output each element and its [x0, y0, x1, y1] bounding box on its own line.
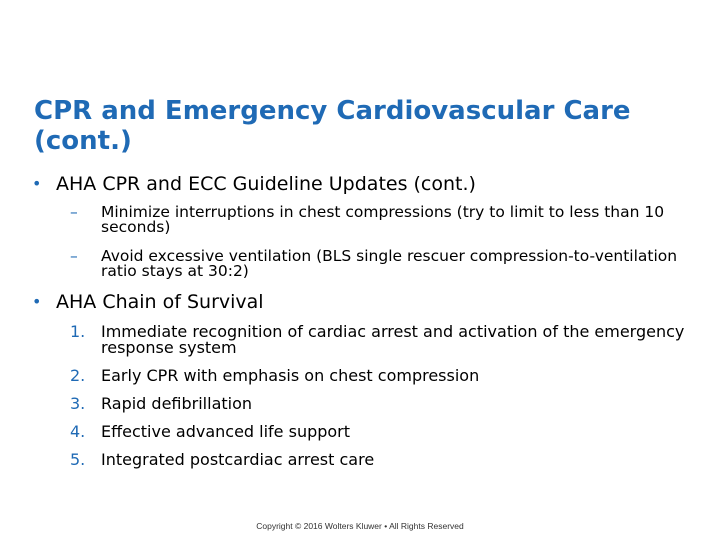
copyright-footer: Copyright © 2016 Wolters Kluwer • All Rights Reserved	[256, 521, 464, 531]
bullet-marker: •	[32, 292, 42, 311]
bullet-text: AHA Chain of Survival	[56, 291, 264, 313]
item-text: Early CPR with emphasis on chest compression	[101, 366, 480, 385]
bullet-marker: •	[32, 174, 42, 193]
dash-marker: –	[70, 247, 78, 265]
item-number: 2.	[70, 366, 86, 385]
item-number: 3.	[70, 394, 86, 413]
item-number: 5.	[70, 450, 86, 469]
dash-marker: –	[70, 203, 78, 221]
item-text: Immediate recognition of cardiac arrest and activation of the emergency response system	[101, 322, 685, 357]
item-text: Effective advanced life support	[101, 422, 351, 441]
item-number: 1.	[70, 322, 86, 341]
sub-bullet-text: Avoid excessive ventilation (BLS single rescuer compression-to-ventilation ratio stays at 30:2)	[101, 247, 678, 280]
item-number: 4.	[70, 422, 86, 441]
sub-bullet-text: Minimize interruptions in chest compressions (try to limit to less than 10 seconds)	[101, 203, 665, 236]
slide-title: CPR and Emergency Cardiovascular Care (cont.)	[34, 96, 631, 156]
bullet-text: AHA CPR and ECC Guideline Updates (cont.)	[56, 173, 476, 195]
item-text: Rapid defibrillation	[101, 394, 253, 413]
item-text: Integrated postcardiac arrest care	[101, 450, 375, 469]
